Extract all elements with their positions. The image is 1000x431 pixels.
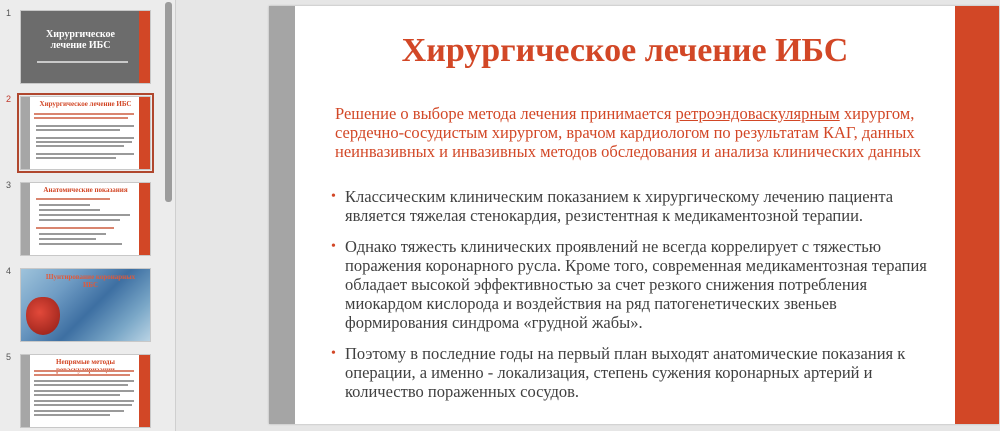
thumbnail-accent-bar [139, 355, 150, 427]
thumbnail-text-line [34, 410, 124, 412]
slide-thumbnail-1[interactable] [20, 10, 151, 84]
intro-text: Решение о выборе метода лечения принимается [335, 104, 676, 123]
thumbnail-text-line [34, 404, 132, 406]
slide-canvas[interactable] [269, 6, 999, 424]
slide-accent-bar [955, 6, 999, 424]
slide-thumbnail-3[interactable] [20, 182, 151, 256]
thumbnail-text-line [36, 227, 114, 229]
thumbnail-text-line [36, 129, 120, 131]
thumbnail-text-line [34, 113, 134, 115]
thumbnail-accent-bar [139, 183, 150, 255]
slide-thumbnail-5[interactable] [20, 354, 151, 428]
slide-title[interactable]: Хирургическое лечение ИБС [401, 32, 849, 69]
thumbnail-gray-bar [21, 97, 30, 169]
intro-text-continued: хирургом, сердечно-сосудистым хирургом, врачом кардиологом по результатам КАГ, данных неинвазивных и инвазивных методов обследования и анализа клинических данных [335, 104, 922, 161]
thumbnail-title: Шунтирование коронарных ИБС [45, 273, 136, 289]
thumbnail-text-line [39, 209, 100, 211]
thumbnail-text-line [39, 204, 90, 206]
thumbnail-text-line [36, 157, 116, 159]
thumbnail-text-line [36, 145, 124, 147]
thumbnail-text-line [34, 394, 120, 396]
thumbnail-text-line [34, 374, 130, 376]
thumbnail-text-line [34, 117, 128, 119]
slide-thumbnail-pane [0, 0, 176, 431]
thumbnail-text-line [39, 238, 96, 240]
thumbnail-number: 3 [6, 180, 12, 190]
thumbnail-text-line [39, 243, 122, 245]
thumbnail-text-line [34, 390, 134, 392]
thumbnail-subtitle-line [37, 61, 128, 63]
thumbnail-text-line [39, 214, 130, 216]
thumbnail-text-line [36, 153, 134, 155]
thumbnail-accent-bar [139, 97, 150, 169]
thumbnail-title: Анатомические показания [43, 186, 128, 194]
thumbnail-accent-bar [139, 11, 150, 83]
thumbnail-text-line [36, 198, 110, 200]
thumbnail-text-line [36, 137, 134, 139]
thumbnail-text-line [39, 233, 106, 235]
slide-thumbnail-2[interactable] [20, 96, 151, 170]
thumbnail-title: Хирургическое лечение ИБС [39, 100, 132, 108]
thumbnail-text-line [34, 400, 134, 402]
thumbnail-text-line [34, 380, 134, 382]
thumbnail-number: 1 [6, 8, 12, 18]
slide-thumbnail-4[interactable] [20, 268, 151, 342]
bullet-item: • Однако тяжесть клинических проявлений не всегда коррелирует с тяжестью поражения коронарного русла. Кроме того, современная медикаментозная терапия обладает высокой эффективностью за счет резкого снижения потребления миокардом кислорода и воздействия на ряд патогенетических звеньев формирования синдрома «грудной жабы». [331, 237, 941, 332]
bullet-item: • Поэтому в последние годы на первый план выходят анатомические показания к операции, а именно - локализация, степень сужения коронарных артерий и количество пораженных сосудов. [331, 344, 941, 401]
heart-illustration [26, 297, 60, 335]
thumbnail-text-line [34, 414, 110, 416]
thumbnail-text-line [36, 125, 134, 127]
thumbnail-text-line [39, 219, 120, 221]
thumbnail-gray-bar [21, 183, 30, 255]
thumbnail-number: 5 [6, 352, 12, 362]
intro-paragraph[interactable] [335, 104, 935, 161]
thumbnail-text-line [34, 384, 128, 386]
thumbnail-gray-bar [21, 355, 30, 427]
thumbnail-number: 2 [6, 94, 12, 104]
bullet-list[interactable] [331, 187, 941, 413]
bullet-item: • Классическим клиническим показанием к хирургическому лечению пациента является тяжелая стенокардия, резистентная к медикаментозной терапии. [331, 187, 941, 225]
slide-gray-bar [269, 6, 295, 424]
intro-underlined-word: ретроэндоваскулярным [675, 104, 840, 123]
thumbnail-text-line [34, 370, 134, 372]
thumbnail-text-line [36, 141, 132, 143]
thumbnail-scrollbar[interactable] [165, 2, 172, 202]
thumbnail-title: Хирургическое лечение ИБС [46, 29, 115, 51]
thumbnail-number: 4 [6, 266, 12, 276]
thumbnail-title: Непрямые методы [56, 358, 115, 366]
